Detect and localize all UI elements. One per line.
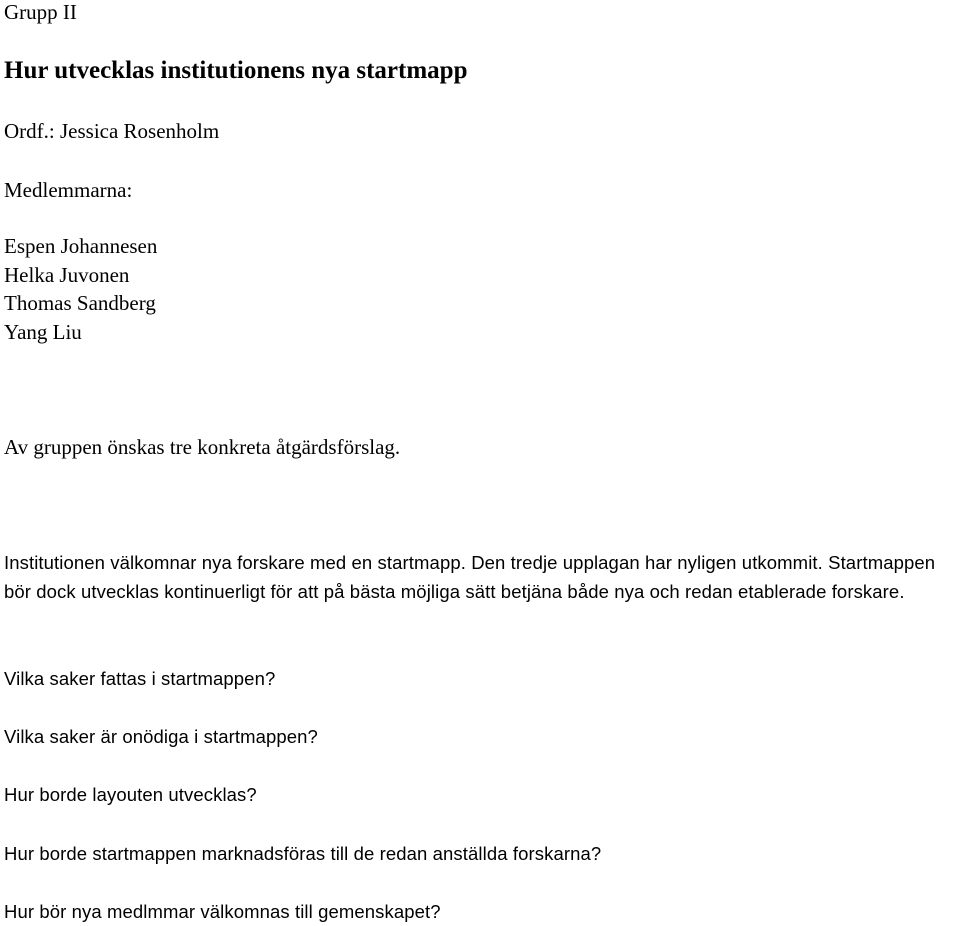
members-heading: Medlemmarna: bbox=[4, 178, 133, 202]
chair-line: Ordf.: Jessica Rosenholm bbox=[4, 119, 220, 143]
question-item: Vilka saker är onödiga i startmappen? bbox=[4, 726, 318, 747]
question-item: Vilka saker fattas i startmappen? bbox=[4, 668, 276, 689]
members-list bbox=[4, 232, 157, 346]
question-item: Hur bör nya medlmmar välkomnas till gemenskapet? bbox=[4, 901, 441, 922]
member-name: Espen Johannesen bbox=[4, 234, 158, 258]
member-name: Helka Juvonen bbox=[4, 262, 130, 287]
background-paragraph: Institutionen välkomnar nya forskare med en startmapp. Den tredje upplagan har nyligen utkommit. Startmappen bör dock utvecklas kontinuerligt för att på bästa möjliga sätt betjäna både nya och redan etablerade forskare. bbox=[4, 552, 936, 602]
question-item: Hur borde startmappen marknadsföras till de redan anställda forskarna? bbox=[4, 843, 602, 864]
group-label: Grupp II bbox=[4, 0, 77, 24]
member-name: Thomas Sandberg bbox=[4, 291, 156, 315]
proposals-intro: Av gruppen önskas tre konkreta åtgärdsförslag. bbox=[4, 435, 401, 459]
document-title: Hur utvecklas institutionens nya startmapp bbox=[4, 57, 468, 84]
member-name: Yang Liu bbox=[4, 319, 82, 344]
question-item: Hur borde layouten utvecklas? bbox=[4, 784, 257, 805]
